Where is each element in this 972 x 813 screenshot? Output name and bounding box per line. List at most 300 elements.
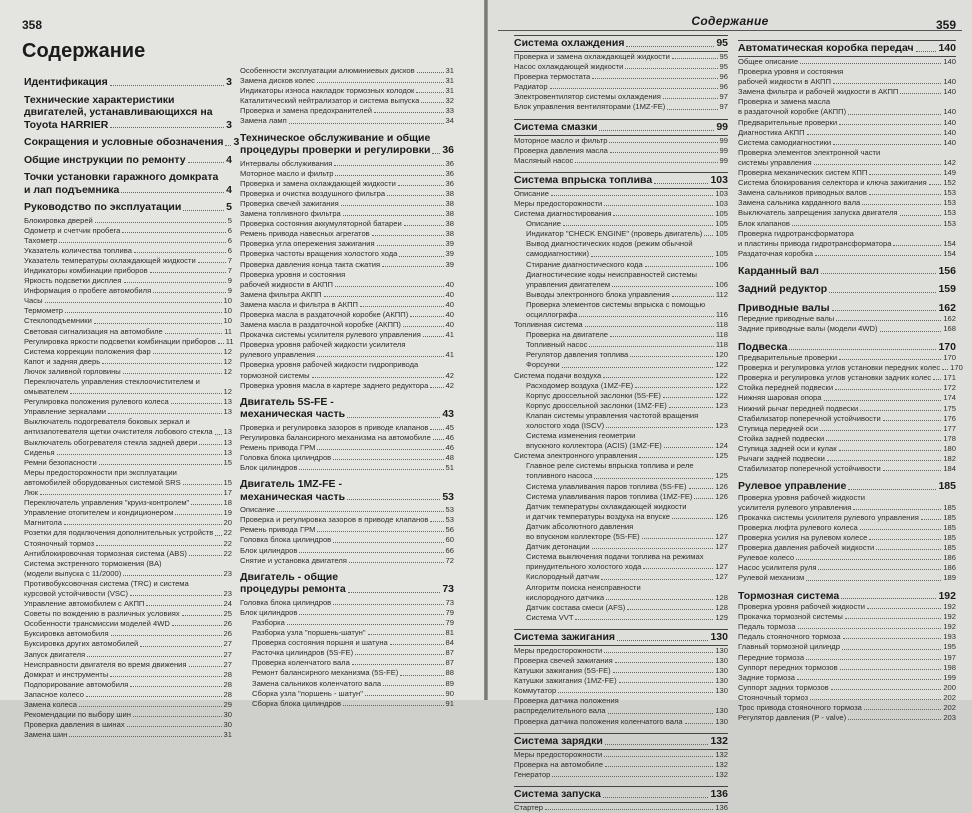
toc-subentry	[514, 431, 728, 451]
dot-leader	[579, 316, 713, 317]
toc-section	[514, 35, 728, 52]
toc-entry	[24, 700, 232, 710]
toc-subentry	[24, 216, 232, 226]
entry-page: 106	[715, 279, 728, 289]
toc-subentry	[240, 300, 454, 310]
toc-subentry	[24, 730, 232, 740]
entry-title: Проверка термостата	[514, 72, 591, 82]
entry-title: Антиблокировочная тормозная система (ABS)	[24, 548, 187, 558]
toc-entry	[24, 579, 232, 589]
toc-entry	[240, 219, 454, 229]
toc-entry	[738, 208, 956, 218]
toc-entry	[514, 189, 728, 199]
entry-page: 11	[225, 336, 234, 346]
toc-entry	[514, 686, 728, 696]
entry-page: 174	[943, 393, 956, 403]
toc-subentry	[514, 542, 728, 552]
dot-leader	[123, 373, 222, 374]
toc-subentry	[240, 618, 454, 628]
dot-leader	[377, 245, 444, 246]
entry-page: 95	[719, 52, 728, 61]
entry-title: омывателем	[24, 387, 69, 397]
toc-subentry	[738, 393, 956, 403]
dot-leader	[672, 518, 713, 519]
entry-page: 40	[445, 279, 454, 289]
entry-title: Проверка частоты вращения холостого хода	[240, 249, 398, 259]
dot-leader	[374, 112, 443, 113]
toc-subentry	[738, 404, 956, 414]
toc-section	[514, 733, 728, 750]
dot-leader	[183, 484, 222, 485]
dot-leader	[199, 444, 221, 445]
entry-title: Проверка на автомобиле	[514, 759, 604, 769]
toc-entry	[240, 270, 454, 280]
toc-entry	[514, 532, 728, 542]
entry-page: 72	[445, 555, 454, 565]
toc-subentry	[514, 461, 728, 481]
toc-entry	[514, 431, 728, 441]
dot-leader	[635, 387, 713, 388]
dot-leader	[95, 222, 226, 223]
entry-title: Генератор	[514, 769, 551, 779]
dot-leader	[404, 225, 444, 226]
entry-title: Toyota HARRIER	[24, 118, 109, 131]
dot-leader	[612, 286, 713, 287]
toc-entry	[240, 491, 454, 504]
toc-entry	[240, 199, 454, 209]
toc-entry	[514, 72, 728, 82]
toc-entry	[738, 363, 963, 373]
dot-leader	[694, 498, 713, 499]
toc-entry	[738, 533, 956, 543]
entry-title: Проверка элементов электронной части	[738, 147, 881, 157]
toc-column	[514, 35, 728, 813]
toc-entry	[738, 373, 956, 383]
entry-title: Моторное масло и фильтр	[240, 168, 334, 178]
toc-section	[738, 341, 956, 354]
toc-entry	[514, 136, 728, 146]
entry-title: Блокировка дверей	[24, 215, 93, 225]
dot-leader	[79, 706, 222, 707]
dot-leader	[806, 659, 941, 660]
entry-page: 27	[223, 639, 232, 649]
toc-entry	[240, 300, 454, 310]
entry-page: 176	[943, 413, 956, 423]
entry-page: 140	[943, 57, 956, 66]
toc-entry	[514, 249, 728, 259]
entry-title: Каталитический нейтрализатор и система выпуска	[240, 96, 420, 106]
toc-entry	[514, 676, 728, 686]
entry-title: Управление зеркалами	[24, 407, 106, 417]
toc-entry	[24, 387, 232, 397]
toc-subentry	[24, 246, 232, 256]
toc-entry	[514, 572, 728, 582]
entry-title: Регулятор давления (P - valve)	[738, 713, 847, 723]
entry-title: Замена фильтра и рабочей жидкости в АКПП	[738, 87, 899, 97]
entry-page: 168	[943, 324, 956, 334]
toc-subentry	[738, 573, 956, 583]
entry-title: Задние тормоза	[738, 672, 795, 682]
toc-subentry	[24, 639, 232, 649]
toc-subentry	[240, 443, 454, 453]
dot-leader	[352, 664, 444, 665]
entry-page: 199	[943, 672, 956, 682]
dot-leader	[335, 286, 444, 287]
toc-subentry	[514, 401, 728, 411]
entry-page: 184	[943, 464, 956, 474]
dot-leader	[792, 225, 941, 226]
entry-title: Описание	[240, 505, 275, 515]
toc-subentry	[738, 653, 956, 663]
toc-entry	[24, 119, 232, 132]
dot-leader	[672, 296, 714, 297]
toc-subentry	[738, 713, 956, 723]
toc-subentry	[240, 330, 454, 340]
toc-entry	[240, 330, 454, 340]
dot-leader	[689, 488, 714, 489]
toc-entry	[514, 461, 728, 471]
toc-entry	[738, 138, 956, 148]
toc-subentry	[240, 310, 454, 320]
entry-page: 23	[223, 568, 232, 578]
toc-entry	[738, 324, 956, 334]
entry-title: во впускном коллекторе (5S-FE)	[526, 532, 640, 542]
toc-entry	[24, 417, 232, 427]
dot-leader	[124, 282, 226, 283]
entry-page: 42	[445, 380, 454, 390]
toc-entry	[514, 320, 728, 330]
entry-title: Трос привода стояночного тормоза	[738, 702, 862, 712]
toc-entry	[738, 219, 956, 229]
entry-page: 6	[227, 235, 232, 245]
toc-entry	[514, 788, 728, 801]
toc-subentry	[24, 286, 232, 296]
dot-leader	[40, 494, 222, 495]
toc-entry	[240, 290, 454, 300]
entry-page: 126	[715, 511, 728, 521]
entry-page: 81	[445, 628, 454, 638]
toc-subentry	[514, 189, 728, 199]
toc-subentry	[240, 515, 454, 525]
entry-title: Проверка люфта рулевого колеса	[738, 522, 858, 532]
entry-page: 9	[227, 276, 232, 286]
entry-page: 39	[445, 239, 454, 249]
entry-title: и датчик температуры воздуха на впуске	[526, 511, 670, 521]
dot-leader	[606, 427, 713, 428]
dot-leader	[96, 545, 221, 546]
entry-title: Предварительные проверки	[738, 117, 838, 127]
entry-page: 41	[445, 330, 454, 340]
entry-title: Индикатор "CHECK ENGINE" (проверь двигатель)	[526, 229, 703, 239]
toc-subentry	[514, 696, 728, 716]
page-number: 358	[22, 18, 43, 32]
toc-entry	[24, 438, 232, 448]
entry-title: Тахометр	[24, 235, 58, 245]
dot-leader	[663, 98, 718, 99]
toc-subentry	[240, 535, 454, 545]
entry-title: Снятие и установка двигателя	[240, 555, 347, 565]
dot-leader	[563, 225, 713, 226]
toc-entry	[738, 663, 956, 673]
dot-leader	[869, 174, 941, 175]
toc-entry	[240, 66, 454, 76]
entry-title-line: Двигатель - общие	[240, 570, 339, 583]
dot-leader	[663, 397, 713, 398]
entry-page: 162	[943, 314, 956, 324]
entry-title: Ремни безопасности	[24, 457, 97, 467]
toc-subentry	[514, 270, 728, 290]
dot-leader	[383, 685, 443, 686]
entry-title: Расходомер воздуха (1MZ-FE)	[526, 380, 634, 390]
toc-entry	[738, 563, 956, 573]
dot-leader	[558, 692, 713, 693]
entry-title: Люк	[24, 488, 39, 498]
toc-entry	[514, 52, 728, 62]
entry-title: Проверка и замена охлаждающей жидкости	[240, 178, 396, 188]
dot-leader	[831, 689, 942, 690]
entry-page: 125	[715, 451, 728, 461]
entry-page: 34	[445, 116, 454, 126]
entry-title-line: двигателей, устанавливающихся на	[24, 106, 213, 118]
entry-page: 197	[943, 652, 956, 662]
entry-title: Проверка усилия на рулевом колесе	[738, 533, 868, 543]
entry-page: 127	[715, 562, 728, 572]
toc-entry	[514, 482, 728, 492]
toc-entry	[738, 168, 956, 178]
toc-subentry	[240, 96, 454, 106]
dot-leader	[110, 676, 221, 677]
dot-leader	[110, 127, 224, 128]
toc-subentry	[738, 523, 956, 533]
entry-page: 126	[715, 491, 728, 501]
dot-leader	[589, 346, 713, 347]
entry-title: Рулевой механизм	[738, 573, 805, 583]
toc-subentry	[24, 417, 232, 437]
entry-title-line: Технические характеристики	[24, 93, 175, 106]
dot-leader	[619, 682, 714, 683]
dot-leader	[146, 605, 221, 606]
toc-entry	[738, 158, 956, 168]
toc-subentry	[240, 290, 454, 300]
entry-page: 124	[715, 441, 728, 451]
entry-page: 28	[223, 689, 232, 699]
entry-title: Проверка уровня и состояния	[240, 269, 346, 279]
entry-page: 130	[715, 716, 728, 726]
toc-entry	[24, 720, 232, 730]
toc-entry	[514, 350, 728, 360]
entry-page: 156	[938, 264, 956, 277]
entry-title: Диагностические коды неисправностей системы	[526, 269, 698, 279]
toc-entry	[24, 589, 232, 599]
dot-leader	[603, 377, 713, 378]
toc-entry	[514, 199, 728, 209]
toc-entry	[514, 646, 728, 656]
entry-page: 112	[715, 289, 728, 299]
toc-subentry	[514, 146, 728, 156]
dot-leader	[317, 449, 443, 450]
dot-leader	[430, 387, 443, 388]
dot-leader	[848, 719, 941, 720]
toc-entry	[738, 283, 956, 296]
toc-subentry	[514, 52, 728, 62]
toc-subentry	[738, 663, 956, 673]
toc-entry	[24, 154, 232, 167]
toc-section	[514, 119, 728, 136]
toc-entry	[240, 116, 454, 126]
toc-entry	[738, 67, 956, 77]
entry-page: 105	[715, 229, 728, 239]
toc-entry	[24, 468, 232, 478]
toc-entry	[738, 480, 956, 493]
entry-page: 99	[719, 145, 728, 155]
entry-page: 203	[943, 713, 956, 723]
dot-leader	[130, 595, 222, 596]
entry-title: Выводы электронного блока управления	[526, 289, 670, 299]
entry-page: 99	[716, 120, 728, 133]
toc-entry	[514, 156, 728, 166]
toc-entry	[24, 528, 232, 538]
entry-page: 153	[943, 198, 956, 208]
toc-subentry	[514, 92, 728, 102]
toc-entry	[514, 219, 728, 229]
toc-entry	[24, 327, 232, 337]
dot-leader	[933, 379, 941, 380]
toc-section	[24, 136, 240, 149]
entry-title: Замена сальников коленчатого вала	[252, 678, 382, 688]
entry-page: 36	[445, 178, 454, 188]
toc-entry	[738, 198, 956, 208]
entry-title: Рекомендации по выбору шин	[24, 710, 131, 720]
entry-page: 149	[943, 168, 956, 178]
entry-page: 40	[445, 299, 454, 309]
toc-subentry	[514, 320, 728, 330]
entry-title: Общее описание	[738, 57, 799, 66]
entry-title: Система охлаждения	[514, 37, 625, 49]
entry-title: Замена масла и фильтра в АКПП	[240, 299, 359, 309]
toc-subentry	[240, 209, 454, 219]
toc-entry	[738, 178, 956, 188]
dot-leader	[430, 521, 443, 522]
dot-leader	[372, 235, 444, 236]
entry-title: Рычаги задней подвески	[738, 454, 825, 463]
toc-subentry	[738, 464, 956, 474]
entry-title: принудительного холостого хода	[526, 562, 642, 572]
entry-title: Топливная система	[514, 320, 583, 330]
entry-page: 56	[445, 525, 454, 535]
dot-leader	[900, 93, 941, 94]
dot-leader	[839, 124, 941, 125]
toc-subentry	[24, 579, 232, 599]
toc-section	[24, 171, 232, 196]
toc-entry	[24, 427, 232, 437]
entry-title: Катушки зажигания (5S-FE)	[514, 666, 611, 676]
entry-title: Система VVT	[526, 612, 574, 622]
toc-subentry	[514, 676, 728, 686]
toc-entry	[514, 522, 728, 532]
toc-entry	[24, 377, 232, 387]
dot-leader	[626, 46, 714, 47]
toc-subentry	[514, 552, 728, 572]
entry-page: 90	[445, 688, 454, 698]
entry-page: 66	[445, 545, 454, 555]
dot-leader	[333, 459, 443, 460]
entry-title: Система впрыска топлива	[514, 173, 653, 186]
toc-subentry	[240, 658, 454, 668]
toc-entry	[240, 96, 454, 106]
entry-page: 178	[943, 433, 956, 443]
toc-entry	[738, 188, 956, 198]
toc-section	[24, 76, 232, 89]
entry-page: 130	[715, 686, 728, 696]
entry-page: 127	[715, 542, 728, 552]
dot-leader	[183, 210, 224, 211]
toc-entry	[738, 454, 956, 464]
entry-title: Система электронного управления	[514, 451, 638, 461]
dot-leader	[604, 652, 713, 653]
dot-leader	[806, 580, 941, 581]
toc-entry	[514, 62, 728, 72]
entry-page: 140	[943, 77, 956, 87]
toc-subentry	[514, 656, 728, 666]
entry-title: Сокращения и условные обозначения	[24, 136, 224, 148]
toc-subentry	[738, 57, 956, 67]
toc-entry	[738, 302, 956, 315]
entry-page: 140	[943, 117, 956, 127]
dot-leader	[198, 262, 226, 263]
dot-leader	[172, 625, 222, 626]
toc-subentry	[514, 666, 728, 676]
toc-subentry	[514, 136, 728, 146]
toc-subentry	[24, 700, 232, 710]
entry-page: 103	[710, 173, 728, 186]
entry-title: системы управления	[738, 157, 812, 167]
toc-entry	[240, 515, 454, 525]
toc-subentry	[24, 397, 232, 407]
toc-subentry	[514, 102, 728, 112]
toc-subentry	[240, 556, 454, 566]
dot-leader	[797, 679, 941, 680]
toc-entry	[24, 76, 232, 89]
toc-subentry	[24, 347, 232, 357]
entry-title-line: Точки установки гаражного домкрата	[24, 171, 219, 183]
entry-title: Проверка на двигателе	[526, 330, 609, 340]
dot-leader	[704, 235, 713, 236]
toc-entry	[514, 401, 728, 411]
entry-page: 123	[715, 400, 728, 410]
toc-entry	[24, 296, 232, 306]
entry-title: осциллографа	[526, 309, 578, 319]
entry-page: 18	[223, 498, 232, 508]
entry-title: самодиагностики)	[526, 249, 589, 259]
entry-title: Замена фильтра АКПП	[240, 289, 322, 299]
entry-page: 192	[943, 622, 956, 632]
entry-title: Переключатель управления "круиз-контролем"	[24, 498, 190, 508]
dot-leader	[642, 538, 714, 539]
entry-title: Проверка масла в раздаточной коробке (АКПП)	[240, 309, 409, 319]
dot-leader	[845, 618, 942, 619]
entry-title: Замена сальника карданного вала	[738, 198, 861, 208]
entry-page: 140	[938, 42, 956, 54]
toc-entry	[738, 642, 956, 652]
toc-entry	[240, 320, 454, 330]
toc-subentry	[24, 619, 232, 629]
dot-leader	[57, 454, 222, 455]
entry-title: Разборка	[252, 617, 285, 627]
toc-entry	[240, 598, 454, 608]
dot-leader	[123, 575, 221, 576]
entry-title: Особенности эксплуатации алюминиевых дисков	[240, 66, 415, 75]
entry-page: 122	[715, 370, 728, 380]
